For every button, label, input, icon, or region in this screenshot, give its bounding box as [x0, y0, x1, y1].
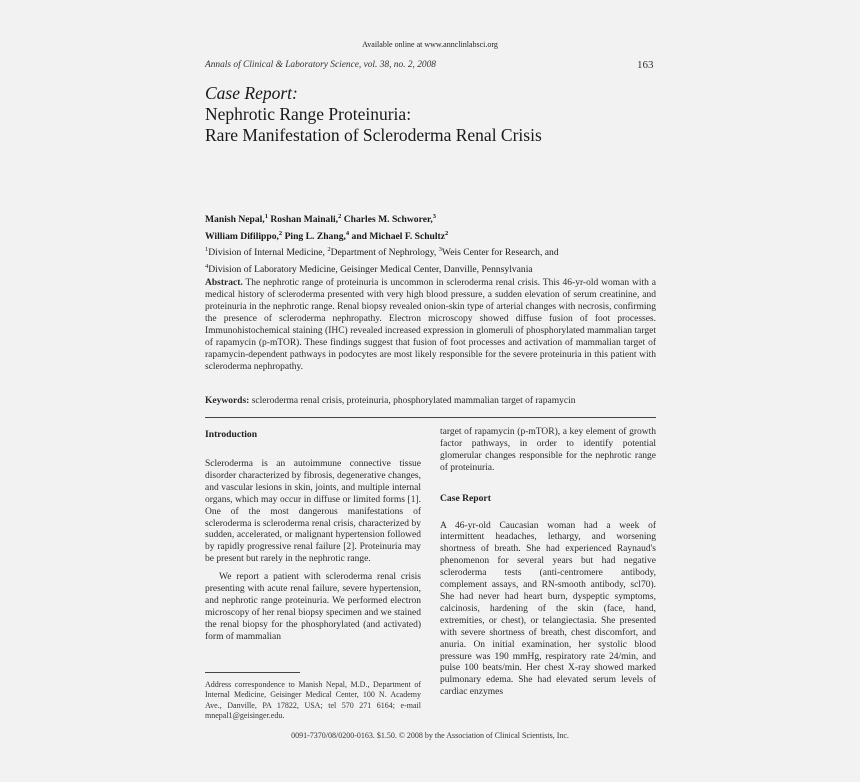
left-column	[205, 429, 421, 644]
affiliation-sup: 4	[345, 229, 350, 237]
affiliation-line-1	[205, 243, 665, 260]
article-type: Case Report:	[205, 83, 298, 103]
author-name: Roshan Mainali,	[267, 214, 339, 226]
section-divider	[205, 417, 656, 418]
affiliation-sup: 1	[264, 213, 268, 220]
journal-citation: Annals of Clinical & Laboratory Science, vol. 38, no. 2, 2008	[205, 60, 436, 70]
affiliation-text: Division of Internal Medicine,	[208, 247, 328, 259]
author-name: William Difilippo,	[205, 230, 279, 242]
case-report-paragraph-1: A 46-yr-old Caucasian woman had a week of intermittent headaches, lethargy, and worsening shortness of breath. She had experienced Raynaud's phenomenon for several years but had negative scleroderma tests (anti-centromere antibody, complement assays, and RN-smooth antibody, scl70). She had never had heart burn, dyspeptic symptoms, calcinosis, hardening of the skin (face, hand, extremities, or chest), or telangiectasia. She presented with severe shortness of breath, chest discomfort, and anuria. On initial examination, her systolic blood pressure was 190 mmHg, respiratory rate 24/min, and pulse 100 beats/min. Her chest X-ray showed marked pulmonary edema. She had elevated serum levels of cardiac enzymes	[440, 520, 656, 698]
introduction-heading: Introduction	[205, 429, 258, 440]
introduction-paragraph-3: target of rapamycin (p-mTOR), a key element of growth factor pathways, in order to identify potential glomerular changes responsible for the nephrotic range of proteinuria.	[440, 427, 656, 473]
correspondence-footnote: Address correspondence to Manish Nepal, M.D., Department of Internal Medicine, Geisinger Medical Center, 100 N. Academy Ave., Danville, PA 17822, USA; tel 570 271 6164; e-mail mnepal1@geisinger.edu.	[205, 680, 421, 720]
abstract-text: The nephrotic range of proteinuria is uncommon in scleroderma renal crisis. This 46-yr-old woman with a medical history of scleroderma presented with very high blood pressure, a sudden elevation of serum creatinine, and proteinuria in the nephrotic range. Renal biopsy revealed onion-skin type of arterial changes with necrosis, confirming the presence of scleroderma nephropathy. Electron microscopy showed diffuse fusion of foot processes. Immunohistochemical staining (IHC) revealed increased expression in glomeruli of phosphorylated mammalian target of rapamycin (p-mTOR). These findings suggest that fusion of foot processes and activation of mammalian target of rapamycin-dependent pathways in podocytes are most likely responsible for the severe proteinuria in this patient with scleroderma nephropathy.	[205, 278, 656, 372]
affiliation-text: Division of Laboratory Medicine, Geisinger Medical Center, Danville, Pennsylvania	[208, 264, 533, 276]
author-block	[205, 210, 665, 277]
footnote-divider	[205, 672, 300, 673]
affiliation-sup: 2	[338, 213, 342, 220]
availability-line: Available online at www.annclinlabsci.org	[362, 40, 498, 49]
author-name: and Michael F. Schultz	[349, 230, 445, 242]
keywords-label: Keywords:	[205, 396, 250, 406]
introduction-paragraph-2: We report a patient with scleroderma renal crisis presenting with acute renal failure, severe hypertension, and nephrotic range proteinuria. We performed electron microscopy of her renal biopsy specimen and we stained the renal biopsy for the phosphorylated (and activated) form of mammalian	[205, 572, 421, 642]
author-name: Charles M. Schworer,	[341, 214, 433, 226]
title-line-1: Nephrotic Range Proteinuria:	[205, 104, 412, 124]
keywords	[205, 396, 656, 406]
abstract	[205, 277, 656, 373]
abstract-label: Abstract.	[205, 278, 243, 288]
affiliation-text: Weis Center for Research, and	[441, 247, 559, 259]
copyright-line: 0091-7370/08/0200-0163. $1.50. © 2008 by the Association of Clinical Scientists, Inc.	[291, 731, 569, 740]
author-line-2	[205, 227, 665, 244]
affiliation-sup: 3	[432, 213, 436, 220]
affiliation-line-2	[205, 260, 665, 277]
affiliation-sup: 2	[445, 229, 449, 237]
author-name: Ping L. Zhang,	[282, 230, 346, 242]
author-name: Manish Nepal,	[205, 214, 265, 226]
case-report-heading: Case Report	[440, 492, 491, 504]
page-number: 163	[637, 59, 654, 71]
article-title	[205, 82, 542, 146]
affiliation-sup: 3	[438, 246, 442, 254]
keywords-text: scleroderma renal crisis, proteinuria, phosphorylated mammalian target of rapamycin	[249, 396, 576, 406]
affiliation-sup: 2	[278, 229, 283, 237]
affiliation-sup: 4	[205, 263, 209, 271]
affiliation-sup: 1	[205, 246, 209, 254]
affiliation-sup: 2	[327, 246, 331, 254]
right-column	[440, 427, 656, 699]
introduction-paragraph-1: Scleroderma is an autoimmune connective tissue disorder characterized by fibrosis, degenerative changes, and vascular lesions in skin, joints, and multiple internal organs, which may occur in diffuse or limited forms [1]. One of the most dangerous manifestations of scleroderma is scleroderma renal crisis, characterized by sudden, accelerated, or malignant hypertension followed by rapidly progressive renal failure [2]. Proteinuria may be present but rarely in the nephrotic range.	[205, 459, 421, 565]
author-line-1	[205, 210, 665, 227]
title-line-2: Rare Manifestation of Scleroderma Renal Crisis	[205, 125, 542, 145]
affiliation-text: Department of Nephrology,	[330, 247, 439, 259]
